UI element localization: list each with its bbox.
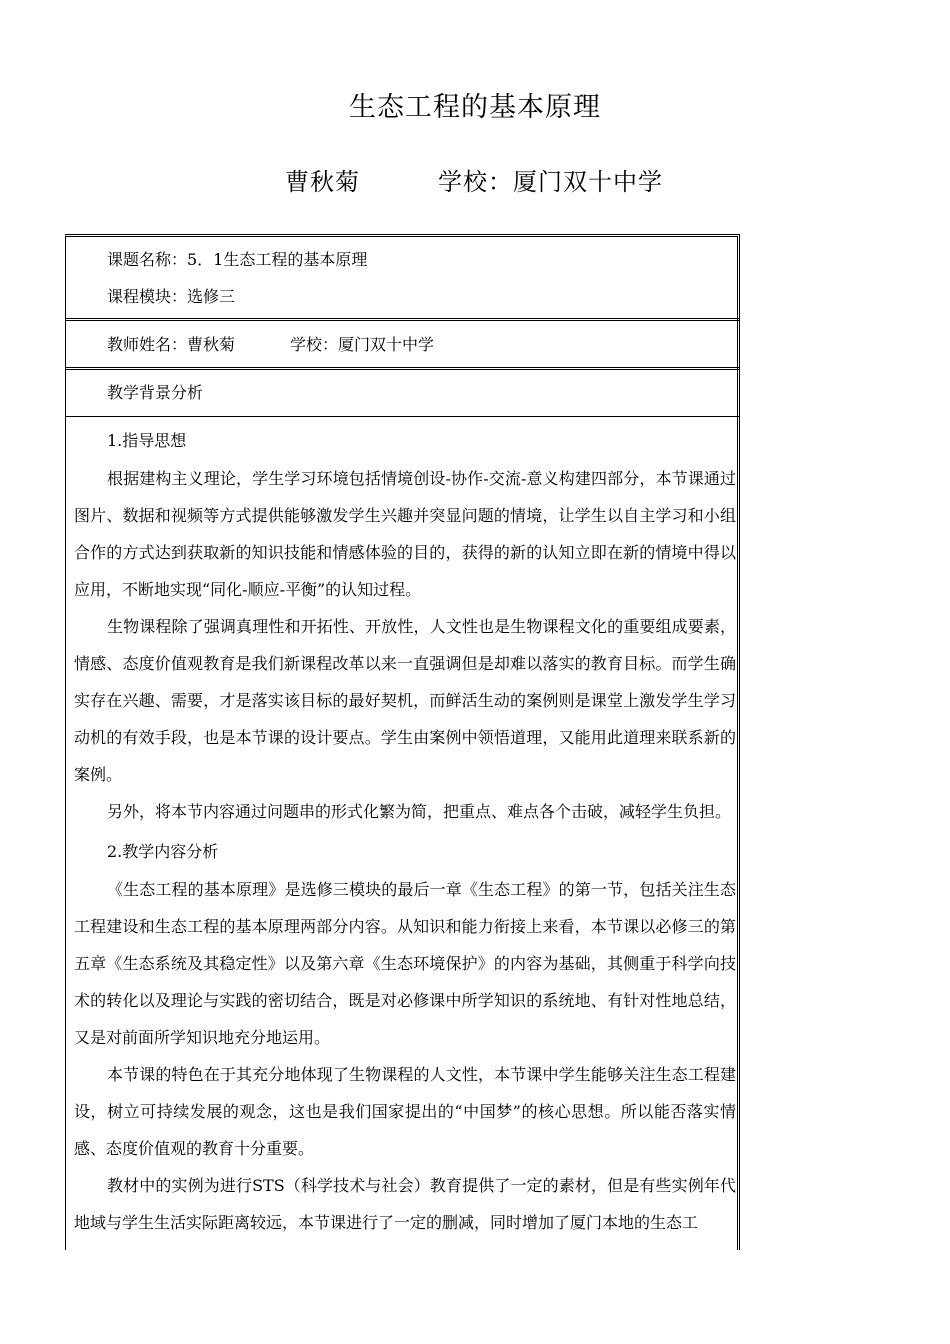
paragraph-constructivism: 根据建构主义理论，学生学习环境包括情境创设-协作-交流-意义构建四部分，本节课通过图片、数据和视频等方式提供能够激发学生兴趣并突显问题的情境，让学生以自主学习和小组合作的方式达到获取新的知识技能和情感体验的目的，获得的新的认知立即在新的情境中得以应用，不断地实现“同化-顺应-平衡”的认知过程。 xyxy=(74,469,736,599)
document-title: 生态工程的基本原理 xyxy=(349,92,601,123)
paragraph-humanistic: 生物课程除了强调真理性和开拓性、开放性，人文性也是生物课程文化的重要组成要素，情感、态度价值观教育是我们新课程改革以来一直强调但是却难以落实的教育目标。而学生确实存在兴趣、需要，才是落实该目标的最好契机，而鲜活生动的案例则是课堂上激发学生学习动机的有效手段，也是本节课的设计要点。学生由案例中领悟道理，又能用此道理来联系新的案例。 xyxy=(74,617,736,784)
paragraph-problem-chain: 另外，将本节内容通过问题串的形式化繁为简，把重点、难点各个击破，减轻学生负担。 xyxy=(107,802,732,821)
heading-content-analysis: 2.教学内容分析 xyxy=(107,842,219,861)
heading-guiding-ideology: 1.指导思想 xyxy=(107,431,187,450)
paragraph-course-feature: 本节课的特色在于其充分地体现了生物课程的人文性，本节课中学生能够关注生态工程建设，树立可持续发展的观念，这也是我们国家提出的“中国梦”的核心思想。所以能否落实情感、态度价值观的教育十分重要。 xyxy=(74,1065,736,1158)
course-module: 课程模块：选修三 xyxy=(107,287,236,306)
row-divider-1 xyxy=(65,318,740,321)
topic-name: 课题名称：5．1生态工程的基本原理 xyxy=(107,250,368,269)
paragraph-chapter-overview: 《生态工程的基本原理》是选修三模块的最后一章《生态工程》的第一节，包括关注生态工程建设和生态工程的基本原理两部分内容。从知识和能力衔接上来看，本节课以必修三的第五章《生态系统及其稳定性》以及第六章《生态环境保护》的内容为基础，其侧重于科学向技术的转化以及理论与实践的密切结合，既是对必修课中所学知识的系统地、有针对性地总结，又是对前面所学知识地充分地运用。 xyxy=(74,880,736,1047)
teacher-name: 教师姓名：曹秋菊 xyxy=(107,335,236,354)
byline-school: 学校：厦门双十中学 xyxy=(438,168,663,196)
row-divider-3 xyxy=(65,416,740,417)
paragraph-sts-examples: 教材中的实例为进行STS（科学技术与社会）教育提供了一定的素材，但是有些实例年代地域与学生生活实际距离较远，本节课进行了一定的删减，同时增加了厦门本地的生态工 xyxy=(74,1176,736,1232)
row-divider-2 xyxy=(65,367,740,370)
teacher-school: 学校：厦门双十中学 xyxy=(290,335,435,354)
section-header-background: 教学背景分析 xyxy=(107,383,204,402)
byline-author: 曹秋菊 xyxy=(285,168,360,196)
